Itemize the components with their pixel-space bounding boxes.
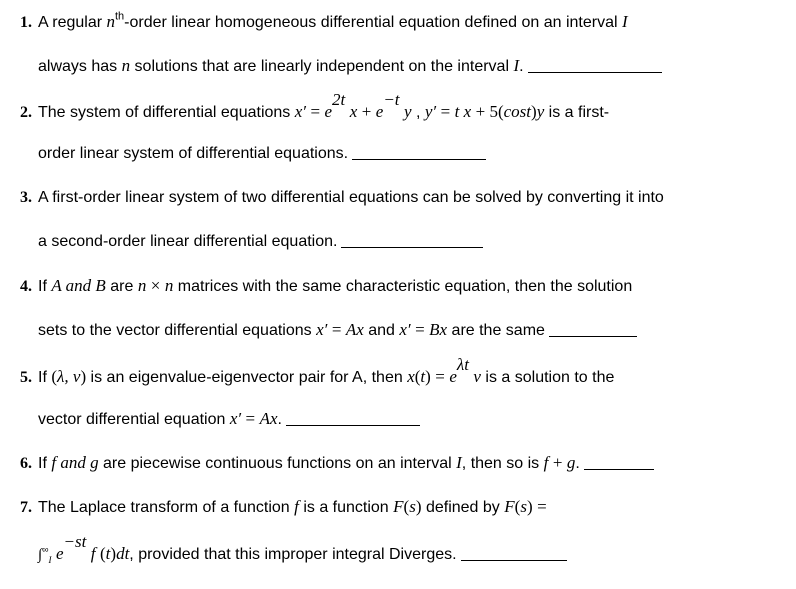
question-7-line-2: $\int^\infty_I$ $e^{-st}$ f (t)dt, provided that this improper integral Diverges. — [38, 542, 567, 565]
question-number: 2. — [20, 103, 32, 121]
question-number: 1. — [20, 14, 32, 31]
question-5-line-2: vector differential equation x′ = Ax. — [38, 409, 420, 430]
question-2-line-2: order linear system of differential equations. — [38, 144, 486, 164]
question-4-line-2: sets to the vector differential equations x′ = Ax and x′ = Bx are the same — [38, 320, 637, 341]
question-number: 6. — [20, 455, 32, 472]
answer-blank-6[interactable] — [584, 455, 654, 470]
question-number: 4. — [20, 278, 32, 295]
question-4-line-1: 4. If A and B are n × n matrices with the same characteristic equation, then the solution — [20, 276, 633, 295]
question-1-line-2: always has n solutions that are linearly independent on the interval I. — [38, 56, 662, 77]
question-2-line-1: 2. The system of differential equations $x' = e^{2t}$ $x + e^{-t}$ y , y′ = t x + 5(cost)y is a first- — [20, 90, 610, 121]
answer-blank-4[interactable] — [549, 322, 637, 337]
question-5-line-1: 5. If (λ, v) is an eigenvalue-eigenvector pair for A, then $x(t) = e^{\lambda t}$ v is a solution to the — [20, 355, 615, 386]
answer-blank-1[interactable] — [528, 58, 662, 73]
question-number: 7. — [20, 499, 32, 516]
answer-blank-3[interactable] — [341, 233, 483, 248]
question-3-line-1: 3. A first-order linear system of two differential equations can be solved by converting it into — [20, 189, 664, 206]
answer-blank-5[interactable] — [286, 411, 420, 426]
answer-blank-2[interactable] — [352, 145, 486, 160]
answer-blank-7[interactable] — [461, 546, 567, 561]
question-7-line-1: 7. The Laplace transform of a function f is a function F(s) defined by F(s) = — [20, 497, 547, 516]
question-1-line-1: 1. A regular $n^{th}$-order linear homogeneous differential equation defined on an interval I — [20, 10, 628, 31]
question-number: 5. — [20, 368, 32, 386]
question-6-line-1: 6. If f and g are piecewise continuous functions on an interval I, then so is f + g. — [20, 453, 654, 474]
question-3-line-2: a second-order linear differential equation. — [38, 232, 483, 252]
question-number: 3. — [20, 189, 32, 206]
